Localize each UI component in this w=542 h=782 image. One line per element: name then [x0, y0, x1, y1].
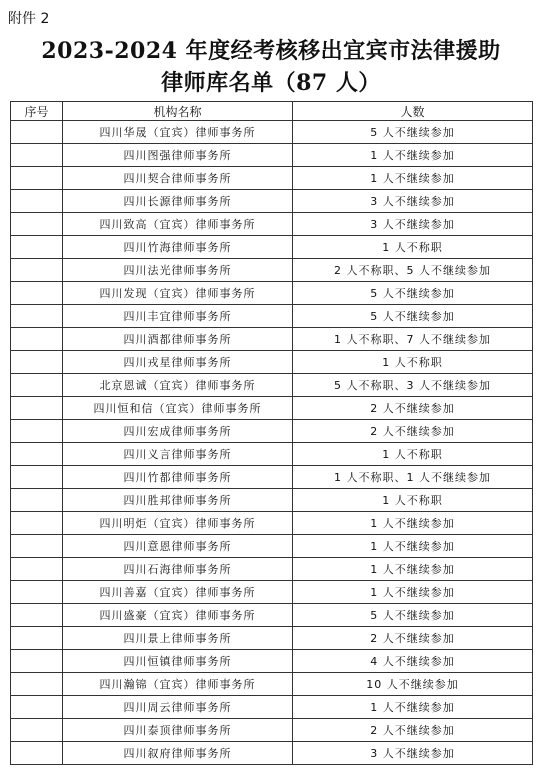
person-count-cell: 1 人不称职、7 人不继续参加: [293, 328, 533, 351]
table-row: [11, 581, 533, 604]
table-row: [11, 397, 533, 420]
institution-name-cell: 四川法光律师事务所: [63, 259, 293, 282]
serial-number-cell: [11, 305, 63, 328]
table-row: [11, 466, 533, 489]
serial-number-cell: [11, 259, 63, 282]
attachment-label: 附件 2: [8, 11, 50, 27]
table-row: [11, 351, 533, 374]
institution-name-cell: 四川盛豪（宜宾）律师事务所: [63, 604, 293, 627]
serial-number-cell: [11, 351, 63, 374]
serial-number-cell: [11, 374, 63, 397]
table-row: [11, 489, 533, 512]
person-count-cell: 5 人不继续参加: [293, 121, 533, 144]
table-row: [11, 742, 533, 765]
serial-number-cell: [11, 190, 63, 213]
person-count-cell: 2 人不继续参加: [293, 719, 533, 742]
serial-number-cell: [11, 512, 63, 535]
person-count-cell: 5 人不继续参加: [293, 305, 533, 328]
table-row: [11, 512, 533, 535]
table-row: [11, 604, 533, 627]
serial-number-cell: [11, 466, 63, 489]
person-count-cell: 1 人不称职: [293, 489, 533, 512]
table-row: [11, 213, 533, 236]
lawyer-list-table: [10, 101, 533, 765]
table-row: [11, 535, 533, 558]
table-row: [11, 673, 533, 696]
serial-number-cell: [11, 535, 63, 558]
institution-name-cell: 四川丰宜律师事务所: [63, 305, 293, 328]
serial-number-cell: [11, 742, 63, 765]
person-count-cell: 1 人不称职: [293, 236, 533, 259]
serial-number-cell: [11, 121, 63, 144]
table-row: [11, 328, 533, 351]
serial-number-cell: [11, 167, 63, 190]
person-count-cell: 2 人不称职、5 人不继续参加: [293, 259, 533, 282]
serial-number-cell: [11, 604, 63, 627]
table-row: [11, 282, 533, 305]
document-title-line-1: 2023-2024 年度经考核移出宜宾市法律援助: [41, 38, 501, 64]
institution-name-cell: 北京恩诚（宜宾）律师事务所: [63, 374, 293, 397]
person-count-cell: 5 人不继续参加: [293, 282, 533, 305]
serial-number-cell: [11, 282, 63, 305]
institution-name-cell: 四川长源律师事务所: [63, 190, 293, 213]
institution-name-cell: 四川周云律师事务所: [63, 696, 293, 719]
institution-name-cell: 四川意恩律师事务所: [63, 535, 293, 558]
person-count-cell: 1 人不称职: [293, 443, 533, 466]
institution-name-cell: 四川契合律师事务所: [63, 167, 293, 190]
table-row: [11, 305, 533, 328]
institution-name-cell: 四川华晟（宜宾）律师事务所: [63, 121, 293, 144]
table-row: [11, 627, 533, 650]
person-count-cell: 4 人不继续参加: [293, 650, 533, 673]
serial-number-cell: [11, 581, 63, 604]
table-row: [11, 121, 533, 144]
institution-name-cell: 四川酒都律师事务所: [63, 328, 293, 351]
person-count-cell: 5 人不称职、3 人不继续参加: [293, 374, 533, 397]
person-count-cell: 2 人不继续参加: [293, 397, 533, 420]
header-serial-number: 序号: [11, 102, 63, 121]
institution-name-cell: 四川竹海律师事务所: [63, 236, 293, 259]
person-count-cell: 1 人不继续参加: [293, 167, 533, 190]
table-body: [11, 121, 533, 765]
serial-number-cell: [11, 397, 63, 420]
institution-name-cell: 四川恒和信（宜宾）律师事务所: [63, 397, 293, 420]
institution-name-cell: 四川图强律师事务所: [63, 144, 293, 167]
institution-name-cell: 四川明炬（宜宾）律师事务所: [63, 512, 293, 535]
table-row: [11, 696, 533, 719]
table-row: [11, 443, 533, 466]
serial-number-cell: [11, 719, 63, 742]
institution-name-cell: 四川叙府律师事务所: [63, 742, 293, 765]
table-row: [11, 236, 533, 259]
document-title-line-2: 律师库名单（87 人）: [161, 70, 381, 96]
table-row: [11, 167, 533, 190]
person-count-cell: 10 人不继续参加: [293, 673, 533, 696]
person-count-cell: 1 人不继续参加: [293, 696, 533, 719]
header-person-count: 人数: [293, 102, 533, 121]
institution-name-cell: 四川景上律师事务所: [63, 627, 293, 650]
serial-number-cell: [11, 443, 63, 466]
table-row: [11, 259, 533, 282]
person-count-cell: 1 人不继续参加: [293, 535, 533, 558]
serial-number-cell: [11, 420, 63, 443]
serial-number-cell: [11, 696, 63, 719]
institution-name-cell: 四川泰顶律师事务所: [63, 719, 293, 742]
person-count-cell: 1 人不继续参加: [293, 512, 533, 535]
person-count-cell: 3 人不继续参加: [293, 742, 533, 765]
person-count-cell: 1 人不称职、1 人不继续参加: [293, 466, 533, 489]
table-row: [11, 144, 533, 167]
table-row: [11, 420, 533, 443]
person-count-cell: 1 人不称职: [293, 351, 533, 374]
table-row: [11, 374, 533, 397]
person-count-cell: 1 人不继续参加: [293, 144, 533, 167]
table-row: [11, 558, 533, 581]
table-row: [11, 719, 533, 742]
serial-number-cell: [11, 144, 63, 167]
institution-name-cell: 四川善嘉（宜宾）律师事务所: [63, 581, 293, 604]
header-institution-name: 机构名称: [63, 102, 293, 121]
serial-number-cell: [11, 489, 63, 512]
person-count-cell: 5 人不继续参加: [293, 604, 533, 627]
institution-name-cell: 四川宏成律师事务所: [63, 420, 293, 443]
institution-name-cell: 四川瀚锦（宜宾）律师事务所: [63, 673, 293, 696]
person-count-cell: 2 人不继续参加: [293, 420, 533, 443]
institution-name-cell: 四川发现（宜宾）律师事务所: [63, 282, 293, 305]
institution-name-cell: 四川石海律师事务所: [63, 558, 293, 581]
serial-number-cell: [11, 673, 63, 696]
institution-name-cell: 四川义言律师事务所: [63, 443, 293, 466]
person-count-cell: 3 人不继续参加: [293, 213, 533, 236]
serial-number-cell: [11, 328, 63, 351]
table-row: [11, 650, 533, 673]
person-count-cell: 2 人不继续参加: [293, 627, 533, 650]
table-header-row: [11, 102, 533, 121]
serial-number-cell: [11, 236, 63, 259]
serial-number-cell: [11, 627, 63, 650]
person-count-cell: 1 人不继续参加: [293, 581, 533, 604]
serial-number-cell: [11, 213, 63, 236]
institution-name-cell: 四川竹都律师事务所: [63, 466, 293, 489]
serial-number-cell: [11, 650, 63, 673]
institution-name-cell: 四川戎星律师事务所: [63, 351, 293, 374]
person-count-cell: 1 人不继续参加: [293, 558, 533, 581]
person-count-cell: 3 人不继续参加: [293, 190, 533, 213]
serial-number-cell: [11, 558, 63, 581]
institution-name-cell: 四川恒镇律师事务所: [63, 650, 293, 673]
institution-name-cell: 四川胜邦律师事务所: [63, 489, 293, 512]
institution-name-cell: 四川致高（宜宾）律师事务所: [63, 213, 293, 236]
table-row: [11, 190, 533, 213]
